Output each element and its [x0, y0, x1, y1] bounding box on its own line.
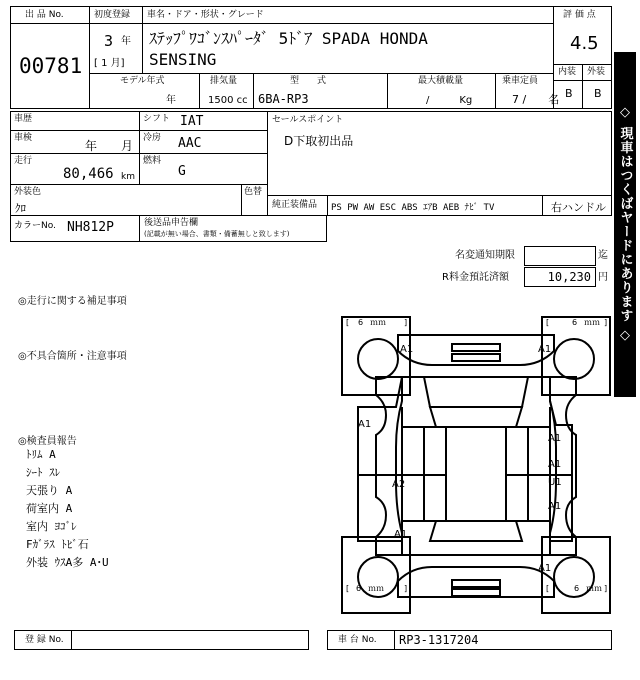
max-load-label: 最大積載量	[418, 76, 464, 86]
mileage-unit: km	[121, 172, 135, 182]
damage-mark: A1	[538, 563, 552, 574]
damage-mark: A1	[394, 529, 408, 540]
rear-glass	[430, 521, 522, 541]
lot-number-cell	[10, 23, 90, 109]
mileage-label: 走行	[14, 156, 33, 166]
exterior-grade-cell	[582, 80, 612, 109]
color-no-value: NH812P	[67, 220, 114, 235]
displacement-label: 排気量	[210, 76, 238, 86]
rear-garnish	[452, 589, 500, 596]
tire-depth-rl: 6	[356, 584, 362, 593]
car-name-cell	[142, 23, 554, 74]
chassis-cell	[327, 630, 395, 650]
lot-label: 出 品 No.	[25, 10, 64, 20]
spec-max-load-cell	[387, 73, 496, 109]
tire-unit-fl: ｍｍ	[370, 318, 386, 327]
equipment-label: 純正装備品	[272, 200, 318, 210]
sales-point-value: D下取初出品	[284, 134, 354, 148]
rear-bumper-outline	[398, 567, 554, 597]
spec-capacity-cell	[495, 73, 560, 109]
roof	[446, 427, 506, 521]
exterior-color-label: 外装色	[14, 187, 42, 197]
inspector-report-label: ◎検査員報告	[18, 436, 77, 447]
yard-location-band: ◇ 現車はつくばヤードにあります ◇	[614, 52, 636, 397]
svg-text:[: [	[546, 318, 550, 327]
history-cell	[10, 111, 140, 131]
damage-mark: A1	[548, 459, 562, 470]
equipment-value: PS PW AW ESC ABS ｴｱB AEB ﾅﾋﾞ TV	[331, 203, 495, 213]
defects-label: ◎不具合箇所・注意事項	[18, 351, 127, 362]
body-top-outline	[358, 377, 572, 555]
tire-unit-fr: ｍｍ	[584, 318, 600, 327]
steering-cell	[542, 195, 612, 216]
inspector-line: ｼｰﾄ ｽﾚ	[26, 466, 61, 479]
first-reg-cell	[89, 23, 143, 74]
model-year-unit: 年	[166, 95, 176, 106]
svg-text:[: [	[346, 584, 350, 593]
exterior-label-cell	[582, 64, 612, 81]
aircon-cell	[139, 130, 268, 154]
post-report-note: (記載が無い場合、書類・備蓄無しと致します)	[144, 230, 290, 238]
capacity-value: 7 / 名	[512, 93, 560, 106]
shift-cell	[139, 111, 268, 131]
fuel-cell	[139, 153, 268, 185]
shift-value: IAT	[180, 114, 204, 129]
equipment-cell	[327, 195, 543, 216]
sales-point-cell	[267, 111, 612, 196]
svg-text:[: [	[546, 584, 550, 593]
color-change-cell	[241, 184, 268, 216]
exterior-color-cell	[10, 184, 242, 216]
damage-mark: U1	[548, 477, 562, 488]
tire-depth-fr: 6	[572, 318, 578, 327]
reg-no-value-cell	[71, 630, 309, 650]
inspector-line: 天張り A	[26, 484, 73, 497]
reg-no-label: 登 録 No.	[25, 635, 64, 645]
mileage-cell	[10, 153, 140, 185]
windshield	[430, 407, 522, 427]
first-reg-month: [ 1 月]	[94, 58, 125, 69]
post-report-cell	[139, 215, 327, 242]
name-change-label: 名変通知期限	[455, 250, 515, 261]
car-name-label: 車名・ドア・形状・グレード	[147, 10, 264, 20]
tire-unit-rr: ｍｍ	[586, 584, 602, 593]
car-name-label-cell	[142, 6, 554, 24]
spec-model-year-cell	[89, 73, 200, 109]
damage-mark: A2	[392, 479, 406, 490]
first-reg-label: 初度登録	[94, 10, 131, 20]
damage-mark: A1	[548, 433, 562, 444]
score-label: 評 価 点	[563, 10, 596, 20]
exterior-label: 外装	[587, 67, 606, 77]
svg-text:]: ]	[404, 318, 408, 327]
tire-depth-fl: 6	[358, 318, 364, 327]
tire-label-fl: [	[346, 318, 350, 327]
model-value: 6BA-RP3	[258, 92, 309, 106]
inspection-cell	[10, 130, 140, 154]
interior-label-cell	[553, 64, 583, 81]
interior-label: 内装	[558, 67, 577, 77]
car-damage-diagram	[340, 315, 612, 615]
tire-fr	[554, 339, 594, 379]
first-reg-label-cell	[89, 6, 143, 24]
score-value: 4.5	[570, 33, 599, 54]
history-label: 車歴	[14, 114, 33, 124]
interior-grade: B	[565, 87, 573, 100]
svg-text:]: ]	[604, 318, 608, 327]
capacity-label: 乗車定員	[502, 76, 539, 86]
chassis-value: RP3-1317204	[399, 633, 479, 647]
color-no-label: カラーNo.	[14, 221, 56, 231]
model-year-label: モデル年式	[120, 76, 165, 86]
tire-unit-rl: ｍｍ	[368, 584, 384, 593]
rear-plate	[452, 580, 500, 587]
inspector-line: 外装 ｳｽA多 A･U	[26, 556, 109, 569]
damage-mark: A1	[538, 344, 552, 355]
hood	[424, 377, 528, 407]
damage-mark: A1	[400, 344, 414, 355]
first-reg-year: 3	[104, 32, 114, 50]
aircon-label: 冷房	[143, 133, 162, 143]
svg-text:]: ]	[404, 584, 408, 593]
tire-depth-rr: 6	[574, 584, 580, 593]
car-name-line1: ｽﾃｯﾌﾟﾜｺﾞﾝｽﾊﾟｰﾀﾞ 5ﾄﾞｱ SPADA HONDA	[149, 29, 428, 48]
equipment-label-cell	[267, 195, 328, 216]
mileage-value: 80,466	[63, 166, 114, 182]
name-change-unit: 迄	[598, 250, 608, 261]
sales-point-label: セールスポイント	[272, 115, 344, 125]
car-name-line2: SENSING	[149, 50, 217, 69]
recycle-amount: 10,230	[547, 270, 591, 284]
shift-label: シフト	[143, 114, 171, 124]
recycle-box	[524, 267, 596, 287]
front-plate	[452, 354, 500, 361]
front-grille	[452, 344, 500, 351]
svg-text:]: ]	[604, 584, 608, 593]
lot-label-cell	[10, 6, 90, 24]
color-no-cell	[10, 215, 140, 242]
fuel-value: G	[178, 164, 186, 179]
inspector-line: ﾄﾘﾑ A	[26, 448, 56, 461]
post-report-label: 後送品申告欄	[144, 218, 199, 228]
tire-fl	[358, 339, 398, 379]
inspector-report-list	[26, 446, 109, 572]
driving-remarks-label: ◎走行に関する補足事項	[18, 296, 127, 307]
displacement-value: 1500 cc	[208, 95, 248, 106]
spec-displacement-cell	[199, 73, 254, 109]
recycle-unit: 円	[598, 272, 608, 283]
lot-number: 00781	[19, 54, 83, 78]
chassis-value-cell	[394, 630, 612, 650]
inspector-line: 荷室内 A	[26, 502, 73, 515]
exterior-grade: B	[594, 87, 602, 100]
spec-model-cell	[253, 73, 388, 109]
inspector-line: Fｶﾞﾗｽ ﾄﾋﾞ石	[26, 538, 89, 551]
first-reg-year-unit: 年	[121, 36, 131, 47]
damage-mark: A1	[358, 419, 372, 430]
max-load-value: / Kg	[426, 95, 473, 106]
inspection-label: 車検	[14, 133, 33, 143]
color-change-label: 色替	[244, 187, 263, 197]
model-label: 型 式	[290, 76, 327, 86]
reg-no-cell	[14, 630, 72, 650]
inspection-value: 年 月	[85, 139, 134, 153]
damage-mark: A1	[548, 501, 562, 512]
recycle-label: R料金預託済額	[442, 272, 509, 283]
name-change-box	[524, 246, 596, 266]
fuel-label: 燃料	[143, 156, 162, 166]
inspector-line: 室内 ﾖｺﾞﾚ	[26, 520, 77, 533]
chassis-label: 車 台 No.	[338, 635, 377, 645]
exterior-color-value: ｸﾛ	[15, 202, 26, 215]
aircon-value: AAC	[178, 136, 202, 151]
steering-value: 右ハンドル	[551, 201, 606, 214]
